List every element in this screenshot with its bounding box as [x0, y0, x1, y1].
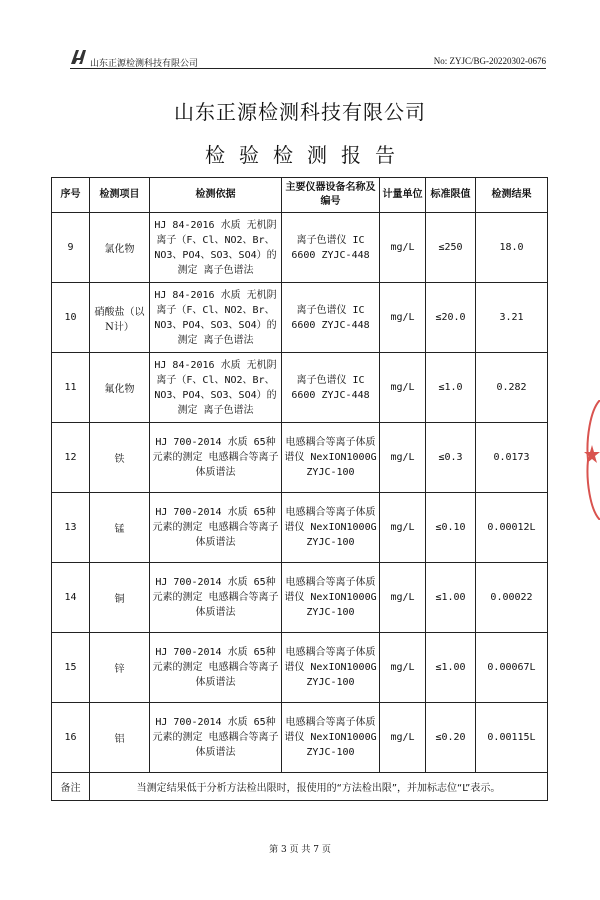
page-number: 第 3 页 共 7 页	[269, 845, 331, 855]
cell-result: 18.0	[476, 213, 548, 283]
cell-instrument: 离子色谱仪 IC 6600 ZYJC-448	[282, 353, 380, 423]
cell-limit: ≤1.00	[426, 633, 476, 703]
cell-basis: HJ 700-2014 水质 65种元素的测定 电感耦合等离子体质谱法	[150, 563, 282, 633]
table-row	[52, 563, 548, 633]
remark-row	[52, 773, 548, 801]
cell-unit: mg/L	[380, 353, 426, 423]
cell-unit: mg/L	[380, 703, 426, 773]
col-header-instrument: 主要仪器设备名称及编号	[282, 178, 380, 213]
cell-unit: mg/L	[380, 423, 426, 493]
cell-limit: ≤20.0	[426, 283, 476, 353]
cell-seq: 12	[52, 423, 90, 493]
cell-item: 锌	[90, 633, 150, 703]
cell-basis: HJ 84-2016 水质 无机阴离子（F、Cl、NO2、Br、NO3、PO4、SO3、SO4）的测定 离子色谱法	[150, 353, 282, 423]
cell-item: 铁	[90, 423, 150, 493]
table-row	[52, 213, 548, 283]
cell-seq: 11	[52, 353, 90, 423]
cell-instrument: 电感耦合等离子体质谱仪 NexION1000G ZYJC-100	[282, 703, 380, 773]
cell-limit: ≤0.10	[426, 493, 476, 563]
cell-basis: HJ 700-2014 水质 65种元素的测定 电感耦合等离子体质谱法	[150, 633, 282, 703]
cell-basis: HJ 700-2014 水质 65种元素的测定 电感耦合等离子体质谱法	[150, 703, 282, 773]
cell-unit: mg/L	[380, 283, 426, 353]
cell-limit: ≤250	[426, 213, 476, 283]
cell-seq: 13	[52, 493, 90, 563]
cell-basis: HJ 84-2016 水质 无机阴离子（F、Cl、NO2、Br、NO3、PO4、SO3、SO4）的测定 离子色谱法	[150, 213, 282, 283]
cell-item: 硝酸盐（以N计）	[90, 283, 150, 353]
cell-instrument: 电感耦合等离子体质谱仪 NexION1000G ZYJC-100	[282, 563, 380, 633]
col-header-result: 检测结果	[476, 178, 548, 213]
cell-result: 0.00022	[476, 563, 548, 633]
cell-item: 铜	[90, 563, 150, 633]
page-header	[70, 44, 546, 70]
cell-instrument: 离子色谱仪 IC 6600 ZYJC-448	[282, 283, 380, 353]
table-row	[52, 493, 548, 563]
cell-result: 0.00012L	[476, 493, 548, 563]
cell-unit: mg/L	[380, 493, 426, 563]
cell-instrument: 离子色谱仪 IC 6600 ZYJC-448	[282, 213, 380, 283]
cell-basis: HJ 700-2014 水质 65种元素的测定 电感耦合等离子体质谱法	[150, 423, 282, 493]
col-header-basis: 检测依据	[150, 178, 282, 213]
cell-seq: 9	[52, 213, 90, 283]
cell-instrument: 电感耦合等离子体质谱仪 NexION1000G ZYJC-100	[282, 633, 380, 703]
cell-item: 氟化物	[90, 353, 150, 423]
cell-limit: ≤1.00	[426, 563, 476, 633]
col-header-item: 检测项目	[90, 178, 150, 213]
cell-item: 铝	[90, 703, 150, 773]
cell-instrument: 电感耦合等离子体质谱仪 NexION1000G ZYJC-100	[282, 493, 380, 563]
cell-limit: ≤0.20	[426, 703, 476, 773]
table-row	[52, 633, 548, 703]
cell-unit: mg/L	[380, 633, 426, 703]
cell-instrument: 电感耦合等离子体质谱仪 NexION1000G ZYJC-100	[282, 423, 380, 493]
header-company-name: 山东正源检测科技有限公司	[90, 59, 199, 69]
seal-stamp-fragment	[584, 400, 600, 520]
cell-result: 0.00115L	[476, 703, 548, 773]
cell-basis: HJ 700-2014 水质 65种元素的测定 电感耦合等离子体质谱法	[150, 493, 282, 563]
cell-result: 0.282	[476, 353, 548, 423]
company-title: 山东正源检测科技有限公司	[174, 100, 426, 124]
company-logo-icon	[70, 46, 92, 66]
report-number: No: ZYJC/BG-20220302-0676	[433, 56, 546, 66]
header-rule	[70, 68, 546, 69]
cell-limit: ≤0.3	[426, 423, 476, 493]
cell-seq: 16	[52, 703, 90, 773]
report-title: 检验检测报告	[205, 143, 409, 167]
table-header-row	[52, 178, 548, 213]
col-header-unit: 计量单位	[380, 178, 426, 213]
cell-item: 锰	[90, 493, 150, 563]
cell-item: 氯化物	[90, 213, 150, 283]
remark-label: 备注	[52, 773, 90, 801]
table-row	[52, 283, 548, 353]
table-row	[52, 423, 548, 493]
cell-unit: mg/L	[380, 563, 426, 633]
cell-result: 0.0173	[476, 423, 548, 493]
col-header-seq: 序号	[52, 178, 90, 213]
cell-limit: ≤1.0	[426, 353, 476, 423]
cell-unit: mg/L	[380, 213, 426, 283]
results-table	[51, 177, 548, 801]
cell-seq: 15	[52, 633, 90, 703]
remark-text: 当测定结果低于分析方法检出限时，报使用的“方法检出限”，并加标志位“L”表示。	[90, 773, 548, 801]
cell-result: 0.00067L	[476, 633, 548, 703]
col-header-limit: 标准限值	[426, 178, 476, 213]
cell-seq: 14	[52, 563, 90, 633]
cell-result: 3.21	[476, 283, 548, 353]
cell-basis: HJ 84-2016 水质 无机阴离子（F、Cl、NO2、Br、NO3、PO4、SO3、SO4）的测定 离子色谱法	[150, 283, 282, 353]
cell-seq: 10	[52, 283, 90, 353]
table-row	[52, 703, 548, 773]
table-row	[52, 353, 548, 423]
